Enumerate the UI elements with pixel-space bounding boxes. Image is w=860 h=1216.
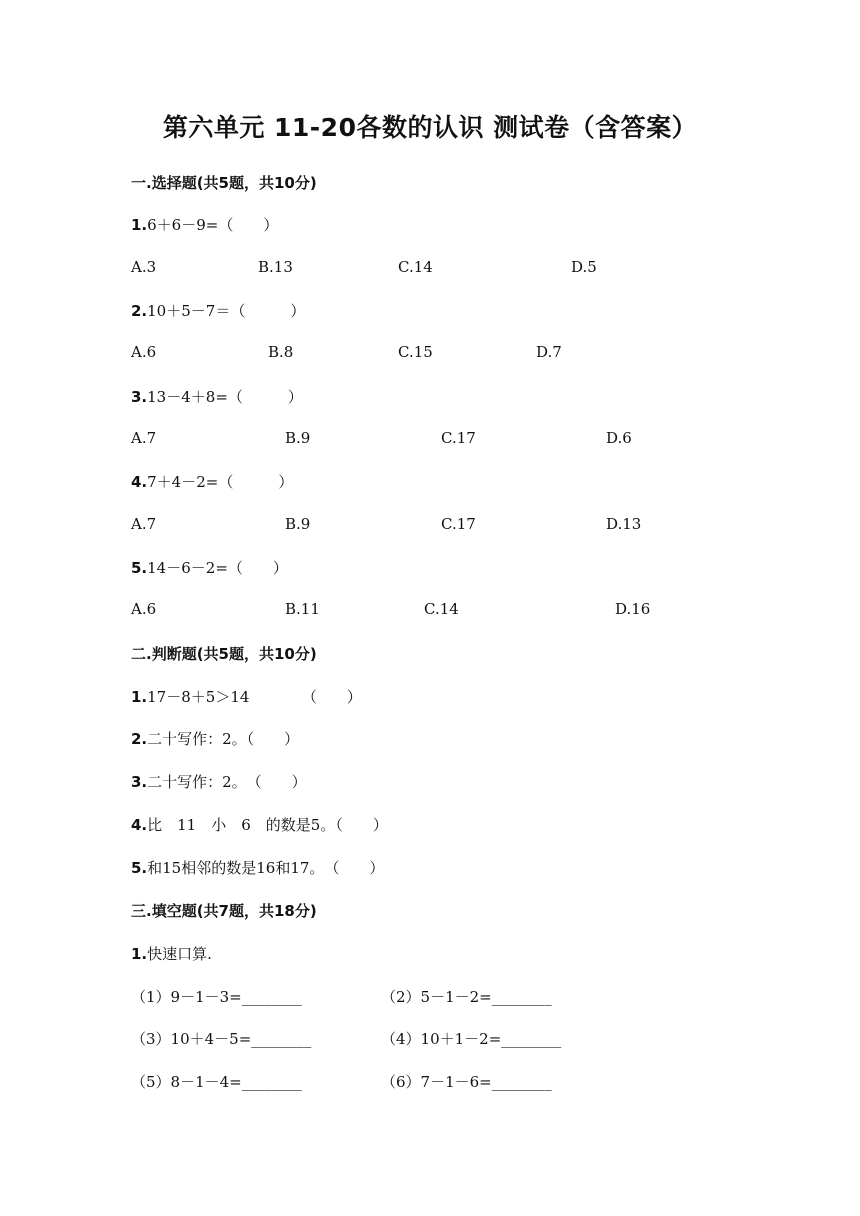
option-b: B.8 (268, 343, 294, 361)
option-a: A.6 (131, 600, 157, 618)
question-4 (131, 471, 293, 492)
question-text: 比 11 小 6 的数是5。（ ） (147, 816, 388, 834)
judgment-question-5 (131, 857, 384, 878)
calc-item-3: （3）10＋4－5=________ (131, 1030, 312, 1048)
question-text: 14－6－2=（ ） (147, 559, 288, 577)
question-number: 4. (131, 473, 148, 491)
judgment-question-2 (131, 728, 299, 749)
option-c: C.17 (441, 515, 476, 533)
option-b: B.9 (285, 515, 311, 533)
option-d: D.13 (606, 515, 642, 533)
option-a: A.7 (131, 429, 157, 447)
question-number: 2. (131, 302, 148, 320)
question-number: 1. (131, 688, 148, 706)
question-text: 10＋5－7＝（ ） (147, 302, 306, 320)
question-text: 快速口算. (147, 945, 212, 963)
page-title: 第六单元 11-20各数的认识 测试卷（含答案） (162, 113, 698, 142)
option-c: C.15 (398, 343, 433, 361)
option-a: A.3 (131, 258, 157, 276)
question-text: 17－8＋5＞14 （ ） (147, 688, 362, 706)
judgment-question-4 (131, 814, 388, 835)
question-text: 13－4＋8=（ ） (147, 388, 303, 406)
question-3 (131, 386, 303, 407)
option-b: B.11 (285, 600, 320, 618)
option-d: D.6 (606, 429, 632, 447)
calc-item-2: （2）5－1－2=________ (381, 988, 552, 1006)
option-b: B.9 (285, 429, 311, 447)
question-text: 和15相邻的数是16和17。 （ ） (147, 859, 385, 877)
calc-item-6: （6）7－1－6=________ (381, 1073, 552, 1091)
section-header-choice: 一.选择题(共5题，共10分) (131, 174, 317, 192)
option-c: C.14 (398, 258, 433, 276)
question-number: 3. (131, 773, 148, 791)
question-text: 二十写作：2。 （ ） (147, 773, 307, 791)
question-number: 4. (131, 816, 148, 834)
question-text: 二十写作：2。（ ） (147, 730, 300, 748)
option-d: D.7 (536, 343, 562, 361)
option-d: D.16 (615, 600, 651, 618)
section-header-judgment: 二.判断题(共5题，共10分) (131, 645, 317, 663)
fill-question-1 (131, 943, 212, 964)
question-number: 3. (131, 388, 148, 406)
judgment-question-3 (131, 771, 307, 792)
section-header-fill-in: 三.填空题(共7题，共18分) (131, 902, 317, 920)
question-text: 7＋4－2=（ ） (147, 473, 294, 491)
question-1 (131, 214, 278, 235)
calc-item-4: （4）10＋1－2=________ (381, 1030, 562, 1048)
option-b: B.13 (258, 258, 293, 276)
option-a: A.6 (131, 343, 157, 361)
question-2 (131, 300, 305, 321)
question-number: 2. (131, 730, 148, 748)
calc-item-1: （1）9－1－3=________ (131, 988, 302, 1006)
question-number: 5. (131, 559, 148, 577)
option-d: D.5 (571, 258, 597, 276)
option-a: A.7 (131, 515, 157, 533)
question-number: 5. (131, 859, 148, 877)
calc-item-5: （5）8－1－4=________ (131, 1073, 302, 1091)
judgment-question-1 (131, 686, 362, 707)
question-number: 1. (131, 216, 148, 234)
question-number: 1. (131, 945, 148, 963)
option-c: C.14 (424, 600, 459, 618)
option-c: C.17 (441, 429, 476, 447)
question-5 (131, 557, 288, 578)
question-text: 6＋6－9=（ ） (147, 216, 279, 234)
